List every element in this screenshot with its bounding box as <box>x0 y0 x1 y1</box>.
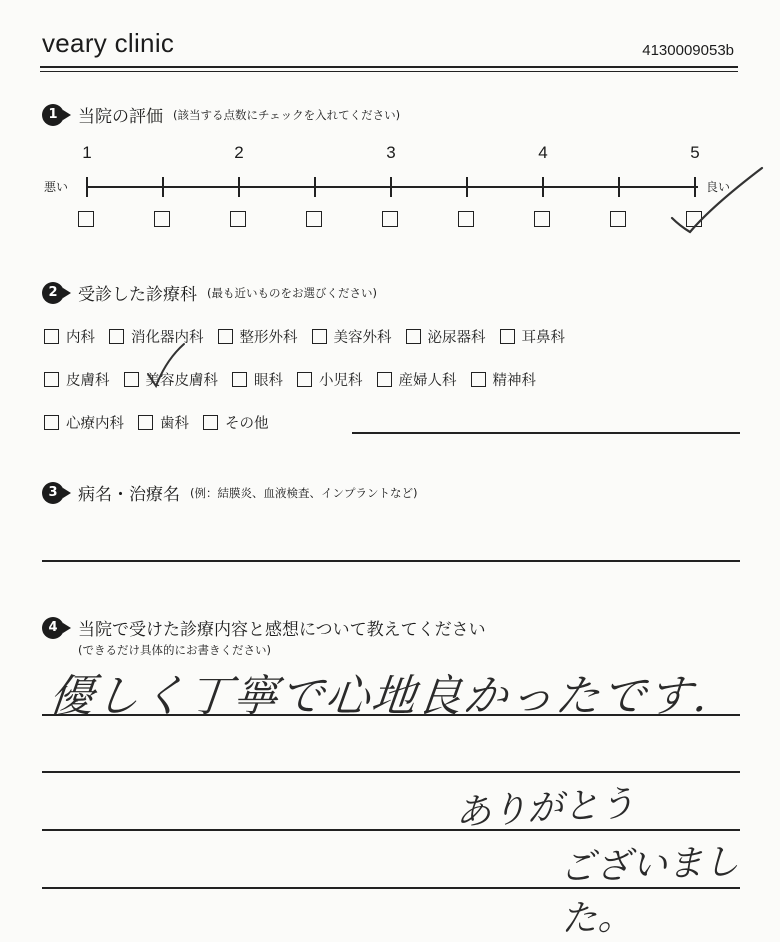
scale-number: 4 <box>538 143 548 162</box>
scale-number: 5 <box>690 143 700 162</box>
section-note: (例：結膜炎、血液検査、インプラントなど) <box>190 485 418 500</box>
scale-high-label: 良い <box>706 180 731 194</box>
section-number-badge: 2 <box>42 282 64 304</box>
scale-low-label: 悪い <box>44 180 69 194</box>
dept-option[interactable]: 心療内科 <box>44 412 124 433</box>
section-title: 当院で受けた診療内容と感想について教えてください <box>78 620 486 640</box>
section-number-badge: 4 <box>42 617 64 639</box>
scale-number: 2 <box>234 143 244 162</box>
dept-option[interactable]: 消化器内科 <box>109 326 204 347</box>
dept-option[interactable]: 産婦人科 <box>377 369 457 390</box>
dept-option[interactable]: 耳鼻科 <box>500 326 566 347</box>
handwritten-thanks-2: ございました。 <box>558 841 740 940</box>
department-checkmark <box>148 344 184 386</box>
section-title: 当院の評価 <box>78 107 163 127</box>
scale-number: 1 <box>82 143 92 162</box>
scale-number: 3 <box>386 143 396 162</box>
section-note: (最も近いものをお選びください) <box>207 285 377 300</box>
section-note: (できるだけ具体的にお書きください) <box>78 643 271 657</box>
dept-option[interactable]: 小児科 <box>297 369 363 390</box>
dept-option[interactable]: 泌尿器科 <box>406 326 486 347</box>
dept-option[interactable]: その他 <box>203 412 269 433</box>
dept-option[interactable]: 美容外科 <box>312 326 392 347</box>
section-number-badge: 1 <box>42 104 64 126</box>
dept-option[interactable]: 整形外科 <box>218 326 298 347</box>
dept-option[interactable]: 眼科 <box>232 369 283 390</box>
section-title: 病名・治療名 <box>78 485 180 505</box>
section-number-badge: 3 <box>42 482 64 504</box>
section-note: (該当する点数にチェックを入れてください) <box>173 107 401 122</box>
clinic-name: veary clinic <box>42 28 175 58</box>
handwritten-thanks: ありがとう <box>454 783 637 834</box>
dept-option[interactable]: 皮膚科 <box>44 369 110 390</box>
dept-option[interactable]: 内科 <box>44 326 95 347</box>
dept-option[interactable]: 歯科 <box>138 412 189 433</box>
document-id: 4130009053b <box>642 42 734 59</box>
dept-option[interactable]: 精神科 <box>471 369 537 390</box>
dept-option-selected[interactable]: 美容皮膚科 <box>124 369 219 390</box>
section-title: 受診した診療科 <box>78 285 197 305</box>
handwritten-comment: 優しく丁寧で心地良かったです. <box>46 671 713 722</box>
rating-checkmark <box>672 168 762 232</box>
